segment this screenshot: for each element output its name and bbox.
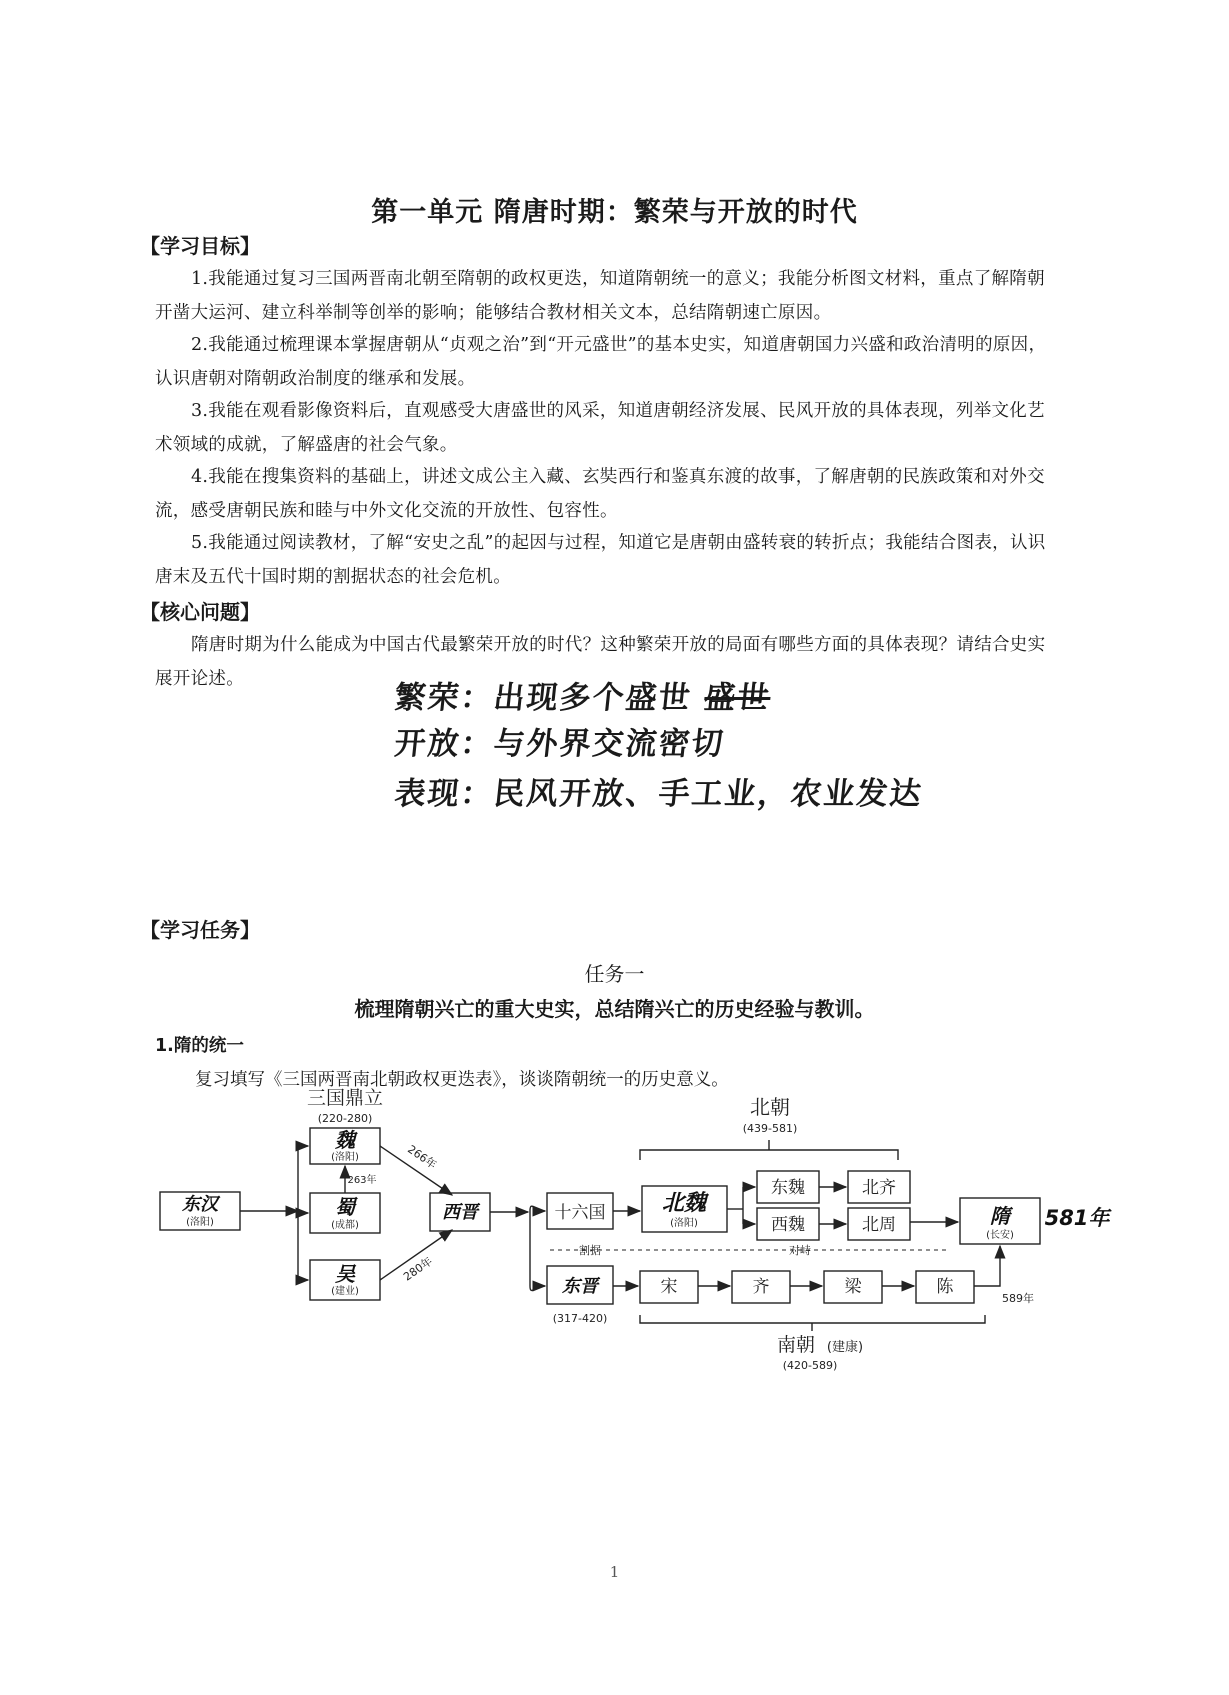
goal-item-2: 2.我能通过梳理课本掌握唐朝从“贞观之治”到“开元盛世”的基本史实，知道唐朝国力兴盛和政治清明的原因，认识唐朝对隋朝政治制度的继承和发展。 bbox=[155, 335, 1047, 389]
page-number: 1 bbox=[609, 1563, 620, 1581]
hand-beiwei: 北魏 bbox=[661, 1191, 707, 1216]
years-dongjin: (317-420) bbox=[552, 1312, 608, 1325]
label-sanguo: 三国鼎立 bbox=[306, 1087, 384, 1109]
cap-sui: (长安) bbox=[986, 1230, 1014, 1241]
cap-wei: (洛阳) bbox=[331, 1152, 359, 1163]
hand-wu: 吴 bbox=[335, 1262, 355, 1286]
task-title: 任务一 bbox=[584, 962, 645, 986]
text-xiwei: 西魏 bbox=[771, 1215, 805, 1235]
goal-item-5: 5.我能通过阅读教材，了解“安史之乱”的起因与过程，知道它是唐朝由盛转衰的转折点；我能结合图表，认识唐末及五代十国时期的割据状态的社会危机。 bbox=[155, 533, 1046, 587]
label-nanchao: 南朝 bbox=[776, 1334, 816, 1356]
core-heading: 【核心问题】 bbox=[140, 600, 260, 624]
handwritten-answer-line-3: 表现：民风开放、手工业，农业发达 bbox=[392, 776, 925, 812]
goal-item-3: 3.我能在观看影像资料后，直观感受大唐盛世的风采，知道唐朝经济发展、民风开放的具体表现，列举文化艺术领域的成就，了解盛唐的社会气象。 bbox=[155, 401, 1045, 455]
hand-wei: 魏 bbox=[335, 1128, 355, 1152]
subsection-text: 复习填写《三国两晋南北朝政权更迭表》，谈谈隋朝统一的历史意义。 bbox=[195, 1070, 729, 1090]
text-song: 宋 bbox=[660, 1277, 678, 1297]
answer-line-1-text: 繁荣：出现多个盛世 bbox=[392, 680, 707, 716]
label-nanchao-cap: (建康) bbox=[826, 1340, 864, 1355]
text-duizhi: 对峙 bbox=[789, 1244, 811, 1257]
tasks-heading: 【学习任务】 bbox=[140, 918, 260, 942]
hand-dongjin: 东晋 bbox=[562, 1276, 598, 1297]
hand-xijin: 西晋 bbox=[442, 1202, 478, 1223]
cap-shu: (成都) bbox=[331, 1220, 359, 1231]
label-sanguo-years: (220-280) bbox=[317, 1112, 373, 1125]
goal-item-1: 1.我能通过复习三国两晋南北朝至隋朝的政权更迭，知道隋朝统一的意义；我能分析图文材料，重点了解隋朝开凿大运河、建立科举制等创举的影响；能够结合教材相关文本，总结隋朝速亡原因。 bbox=[155, 269, 1045, 323]
text-liang: 梁 bbox=[844, 1277, 862, 1297]
year-263: 263年 bbox=[347, 1175, 377, 1186]
hand-shu: 蜀 bbox=[335, 1195, 355, 1219]
label-beichao: 北朝 bbox=[750, 1095, 790, 1119]
cap-beiwei: (洛阳) bbox=[670, 1218, 698, 1229]
text-chen: 陈 bbox=[936, 1277, 954, 1297]
label-nanchao-years: (420-589) bbox=[782, 1359, 838, 1372]
text-shiliuguo: 十六国 bbox=[554, 1203, 606, 1223]
text-beizhou: 北周 bbox=[862, 1215, 896, 1235]
goal-item-4: 4.我能在搜集资料的基础上，讲述文成公主入藏、玄奘西行和鉴真东渡的故事，了解唐朝的民族政策和对外交流，感受唐朝民族和睦与中外文化交流的开放性、包容性。 bbox=[155, 467, 1045, 521]
subsection-title: 1.隋的统一 bbox=[155, 1036, 244, 1056]
text-qi: 齐 bbox=[752, 1277, 770, 1297]
year-280: 280年 bbox=[401, 1254, 435, 1284]
label-beichao-years: (439-581) bbox=[742, 1122, 798, 1135]
cap-donghan: (洛阳) bbox=[186, 1217, 214, 1228]
page-title: 第一单元 隋唐时期：繁荣与开放的时代 bbox=[371, 197, 858, 228]
hand-donghan: 东汉 bbox=[182, 1194, 218, 1215]
hand-sui: 隋 bbox=[990, 1204, 1010, 1228]
year-266: 266年 bbox=[405, 1142, 439, 1172]
core-question: 隋唐时期为什么能成为中国古代最繁荣开放的时代？这种繁荣开放的局面有哪些方面的具体表现？请结合史实展开论述。 bbox=[155, 635, 1046, 689]
text-beiqi: 北齐 bbox=[862, 1178, 896, 1198]
text-geju: 割据 bbox=[579, 1244, 601, 1257]
goals-heading: 【学习目标】 bbox=[140, 234, 260, 258]
text-dongwei: 东魏 bbox=[771, 1178, 805, 1198]
task-subtitle: 梳理隋朝兴亡的重大史实，总结隋兴亡的历史经验与教训。 bbox=[354, 997, 875, 1021]
handwritten-answer-line-2: 开放：与外界交流密切 bbox=[392, 726, 727, 762]
answer-line-1-struck: 盛世 bbox=[702, 680, 773, 716]
hand-sui-year: 581年 bbox=[1044, 1206, 1110, 1230]
year-589: 589年 bbox=[1002, 1292, 1034, 1305]
cap-wu: (建业) bbox=[331, 1286, 359, 1297]
